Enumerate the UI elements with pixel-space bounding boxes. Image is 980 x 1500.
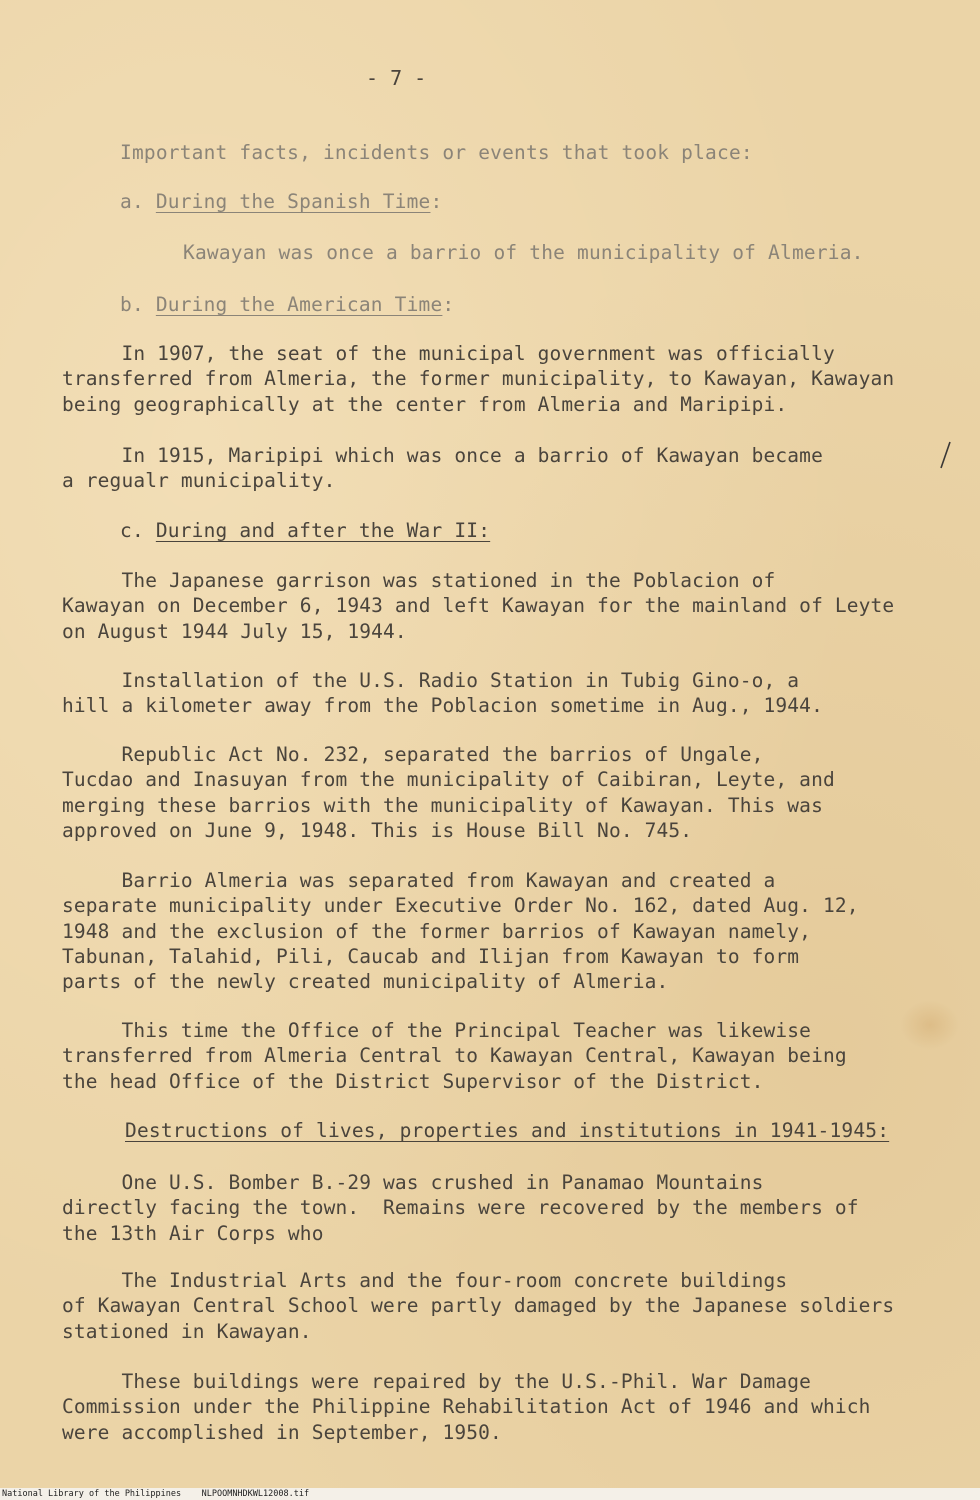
section-c-label: c. [120, 519, 144, 542]
scan-footer [0, 1488, 980, 1500]
margin-check-mark [938, 440, 952, 470]
section-b-heading [120, 292, 454, 318]
section-a-text: Kawayan was once a barrio of the municipality of Almeria. [183, 241, 864, 264]
paragraph-principal-office: This time the Office of the Principal Teacher was likewise transferred from Almeria Central to Kawayan Central, Kawayan being the head Office of the District Supervisor of the District. [62, 1019, 847, 1093]
section-a-colon: : [430, 190, 443, 213]
page-number: - 7 - [366, 66, 427, 90]
section-a-label: a. [120, 190, 144, 213]
destructions-heading [125, 1118, 889, 1144]
section-c-heading [120, 518, 490, 544]
paragraph-almeria-separation: Barrio Almeria was separated from Kawayan and created a separate municipality under Executive Order No. 162, dated Aug. 12, 1948 and the exclusion of the former barrios of Kawayan namely, Tabunan, Talahid, Pili, Caucab and Ilijan from Kawayan to form parts of the newly created municipality of Almeria. [62, 869, 859, 994]
paragraph-repairs: These buildings were repaired by the U.S.-Phil. War Damage Commission under the Philippine Rehabilitation Act of 1946 and which were accomplished in September, 1950. [62, 1370, 871, 1444]
paragraph-bomber: One U.S. Bomber B.-29 was crushed in Panamao Mountains directly facing the town. Remains were recovered by the members of the 13th Air Corps who [62, 1171, 859, 1245]
destructions-title: Destructions of lives, properties and institutions in 1941-1945: [125, 1119, 890, 1142]
paragraph-republic-act: Republic Act No. 232, separated the barrios of Ungale, Tucdao and Inasuyan from the municipality of Caibiran, Leyte, and merging these barrios with the municipality of Kawayan. This was approved on June 9, 1948. This is House Bill No. 745. [62, 743, 835, 842]
paragraph-1907: In 1907, the seat of the municipal government was officially transferred from Almeria, the former municipality, to Kawayan, Kawayan being geographically at the center from Almeria and Maripipi. [62, 342, 895, 416]
paper-stain [900, 1000, 960, 1050]
section-b-title: During the American Time [155, 293, 443, 316]
paragraph-radio-station: Installation of the U.S. Radio Station in Tubig Gino-o, a hill a kilometer away from the Poblacion sometime in Aug., 1944. [62, 669, 823, 718]
section-a-heading [120, 189, 442, 215]
footer-file: NLPOOMNHDKWL12008.tif [201, 1489, 310, 1499]
paragraph-1915: In 1915, Maripipi which was once a barrio of Kawayan became a regualr municipality. [62, 444, 823, 493]
heading-important-facts: Important facts, incidents or events that took place: [120, 141, 753, 164]
section-c-title: During and after the War II: [155, 519, 491, 542]
section-b-label: b. [120, 293, 144, 316]
footer-library: National Library of the Philippines [2, 1489, 182, 1499]
paragraph-japanese-garrison: The Japanese garrison was stationed in the Poblacion of Kawayan on December 6, 1943 and left Kawayan for the mainland of Leyte on August 1944 July 15, 1944. [62, 569, 895, 643]
section-b-colon: : [442, 293, 455, 316]
section-a-title: During the Spanish Time [155, 190, 431, 213]
paragraph-school-damage: The Industrial Arts and the four-room concrete buildings of Kawayan Central School were partly damaged by the Japanese soldiers stationed in Kawayan. [62, 1269, 895, 1343]
